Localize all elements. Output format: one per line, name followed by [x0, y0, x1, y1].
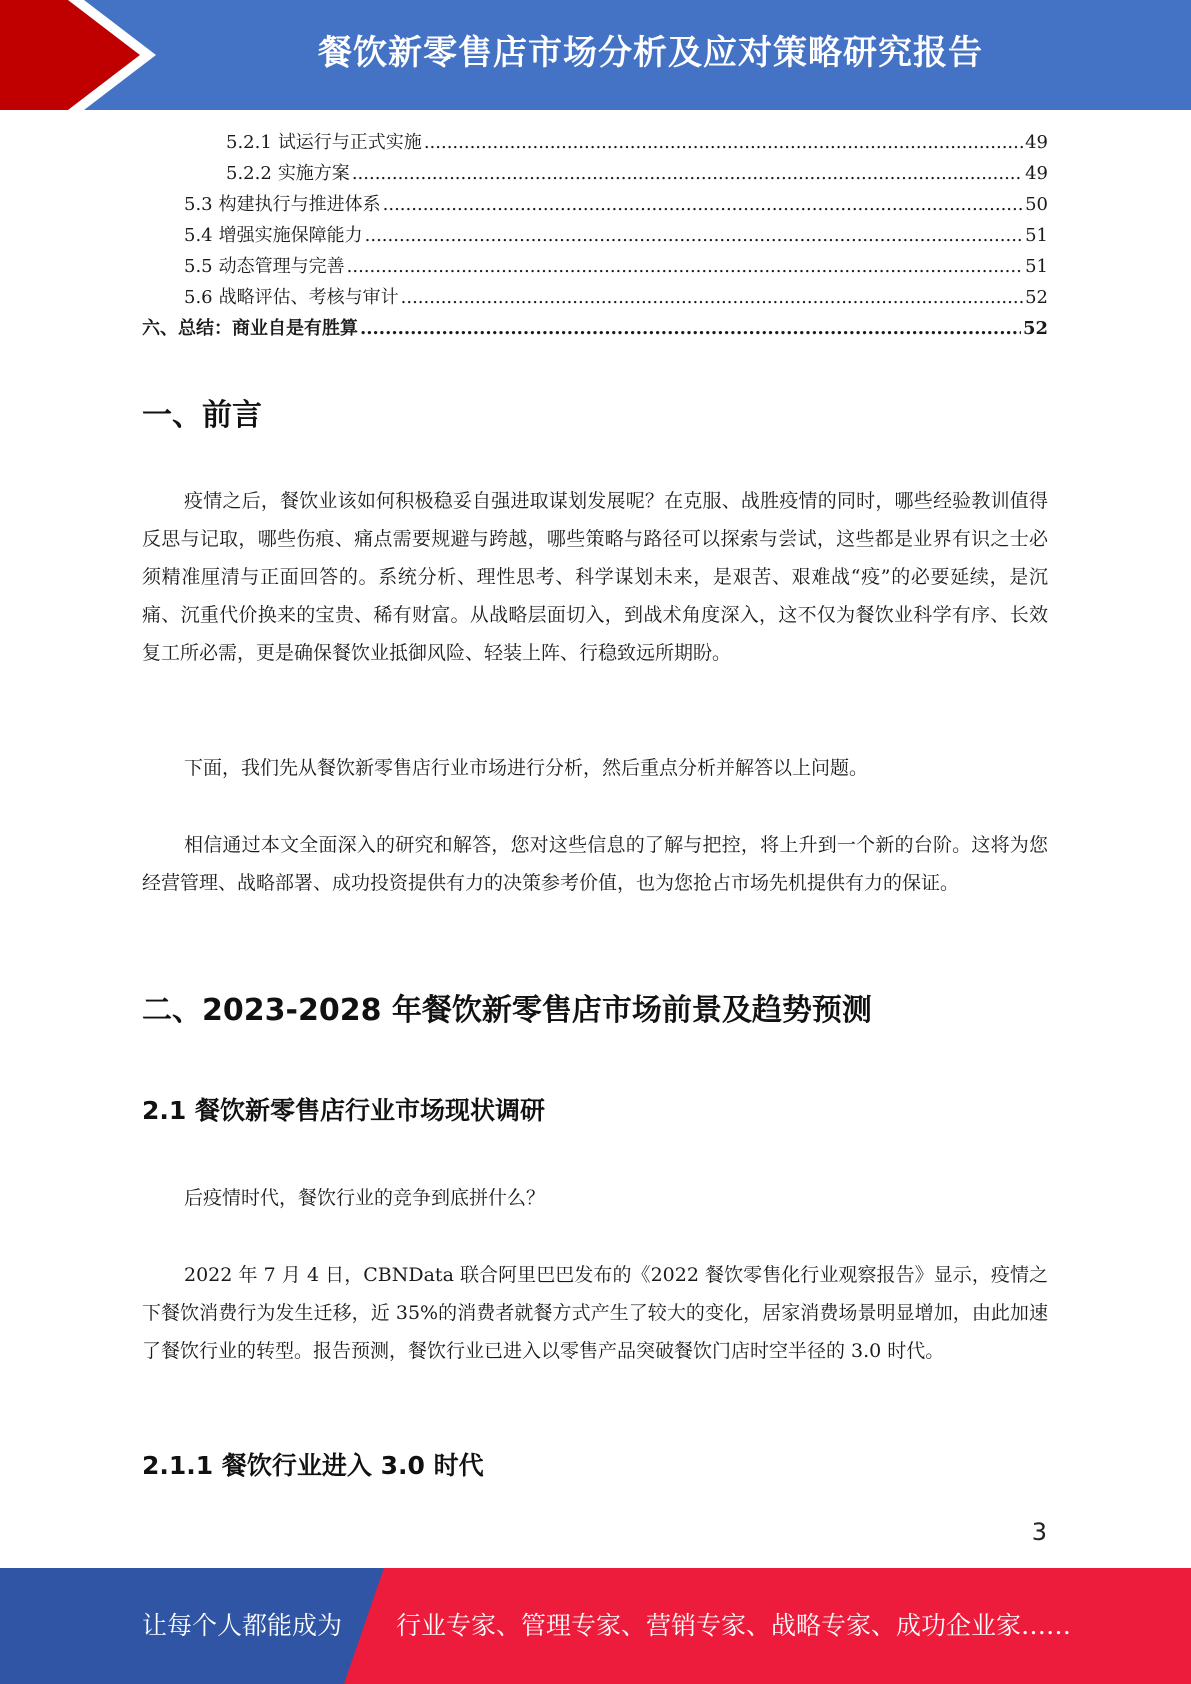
toc-dot-leader — [401, 287, 1023, 308]
toc-entry[interactable] — [142, 283, 1048, 314]
section-heading-forecast: 二、2023-2028 年餐饮新零售店市场前景及趋势预测 — [142, 993, 872, 1028]
toc-entry-page: 51 — [1025, 256, 1048, 277]
toc-entry-label: 动态管理与完善 — [218, 256, 345, 277]
subsubsection-heading: 2.1.1 餐饮行业进入 3.0 时代 — [142, 1451, 484, 1480]
table-of-contents — [142, 128, 1048, 345]
toc-dot-leader — [383, 194, 1023, 215]
toc-entry-label: 增强实施保障能力 — [218, 225, 363, 246]
toc-entry-page: 50 — [1025, 194, 1048, 215]
toc-dot-leader — [347, 256, 1023, 277]
toc-dot-leader — [365, 225, 1023, 246]
subsection-heading: 2.1 餐饮新零售店行业市场现状调研 — [142, 1096, 545, 1125]
toc-entry-number: 六、 — [142, 318, 178, 339]
toc-entry[interactable] — [142, 314, 1048, 345]
toc-dot-leader — [352, 163, 1023, 184]
footer-slogan-left: 让每个人都能成为 — [142, 1611, 343, 1640]
toc-entry-number: 5.3 — [184, 194, 213, 215]
toc-entry-label: 总结：商业自是有胜算 — [178, 318, 358, 339]
toc-entry[interactable] — [142, 221, 1048, 252]
section-heading-preface: 一、前言 — [142, 398, 262, 433]
toc-entry-number: 5.5 — [184, 256, 213, 277]
paragraph: 疫情之后，餐饮业该如何积极稳妥自强进取谋划发展呢？在克服、战胜疫情的同时，哪些经验教训值得反思与记取，哪些伤痕、痛点需要规避与跨越，哪些策略与路径可以探索与尝试，这些都是业界有识之士必须精准厘清与正面回答的。系统分析、理性思考、科学谋划未来，是艰苦、艰难战“疫”的必要延续，是沉痛、沉重代价换来的宝贵、稀有财富。从战略层面切入，到战术角度深入，这不仅为餐饮业科学有序、长效复工所必需，更是确保餐饮业抵御风险、轻装上阵、行稳致远所期盼。 — [142, 490, 1048, 664]
toc-dot-leader — [360, 318, 1021, 339]
toc-entry[interactable] — [142, 128, 1048, 159]
toc-entry-number: 5.6 — [184, 287, 213, 308]
footer-slogan-right: 行业专家、管理专家、营销专家、战略专家、成功企业家…… — [396, 1611, 1072, 1640]
toc-entry-page: 52 — [1025, 287, 1048, 308]
paragraph: 下面，我们先从餐饮新零售店行业市场进行分析，然后重点分析并解答以上问题。 — [184, 757, 869, 779]
toc-entry[interactable] — [142, 159, 1048, 190]
toc-entry-label: 实施方案 — [277, 163, 350, 184]
toc-entry-number: 5.2.1 — [226, 132, 272, 153]
toc-entry-label: 构建执行与推进体系 — [218, 194, 381, 215]
page-number: 3 — [1031, 1518, 1047, 1546]
toc-entry-label: 战略评估、考核与审计 — [218, 287, 399, 308]
toc-entry-label: 试运行与正式实施 — [277, 132, 422, 153]
toc-entry-page: 51 — [1025, 225, 1048, 246]
toc-entry-number: 5.2.2 — [226, 163, 272, 184]
header-chevron-decoration — [0, 0, 160, 110]
toc-entry-page: 49 — [1025, 132, 1048, 153]
toc-entry-page: 49 — [1025, 163, 1048, 184]
paragraph: 2022 年 7 月 4 日，CBNData 联合阿里巴巴发布的《2022 餐饮零售化行业观察报告》显示，疫情之下餐饮消费行为发生迁移，近 35%的消费者就餐方式产生了较大的变化，居家消费场景明显增加，由此加速了餐饮行业的转型。报告预测，餐饮行业已进入以零售产品突破餐饮门店时空半径的 3.0 时代。 — [142, 1264, 1048, 1362]
paragraph: 相信通过本文全面深入的研究和解答，您对这些信息的了解与把控，将上升到一个新的台阶。这将为您经营管理、战略部署、成功投资提供有力的决策参考价值，也为您抢占市场先机提供有力的保证。 — [142, 834, 1048, 894]
paragraph: 后疫情时代，餐饮行业的竞争到底拼什么？ — [184, 1187, 546, 1209]
page-footer — [0, 1568, 1191, 1684]
toc-entry-page: 52 — [1022, 318, 1048, 339]
toc-entry-number: 5.4 — [184, 225, 213, 246]
toc-entry[interactable] — [142, 252, 1048, 283]
page-header — [0, 0, 1191, 110]
toc-entry[interactable] — [142, 190, 1048, 221]
report-title: 餐饮新零售店市场分析及应对策略研究报告 — [318, 33, 983, 73]
toc-dot-leader — [424, 132, 1023, 153]
